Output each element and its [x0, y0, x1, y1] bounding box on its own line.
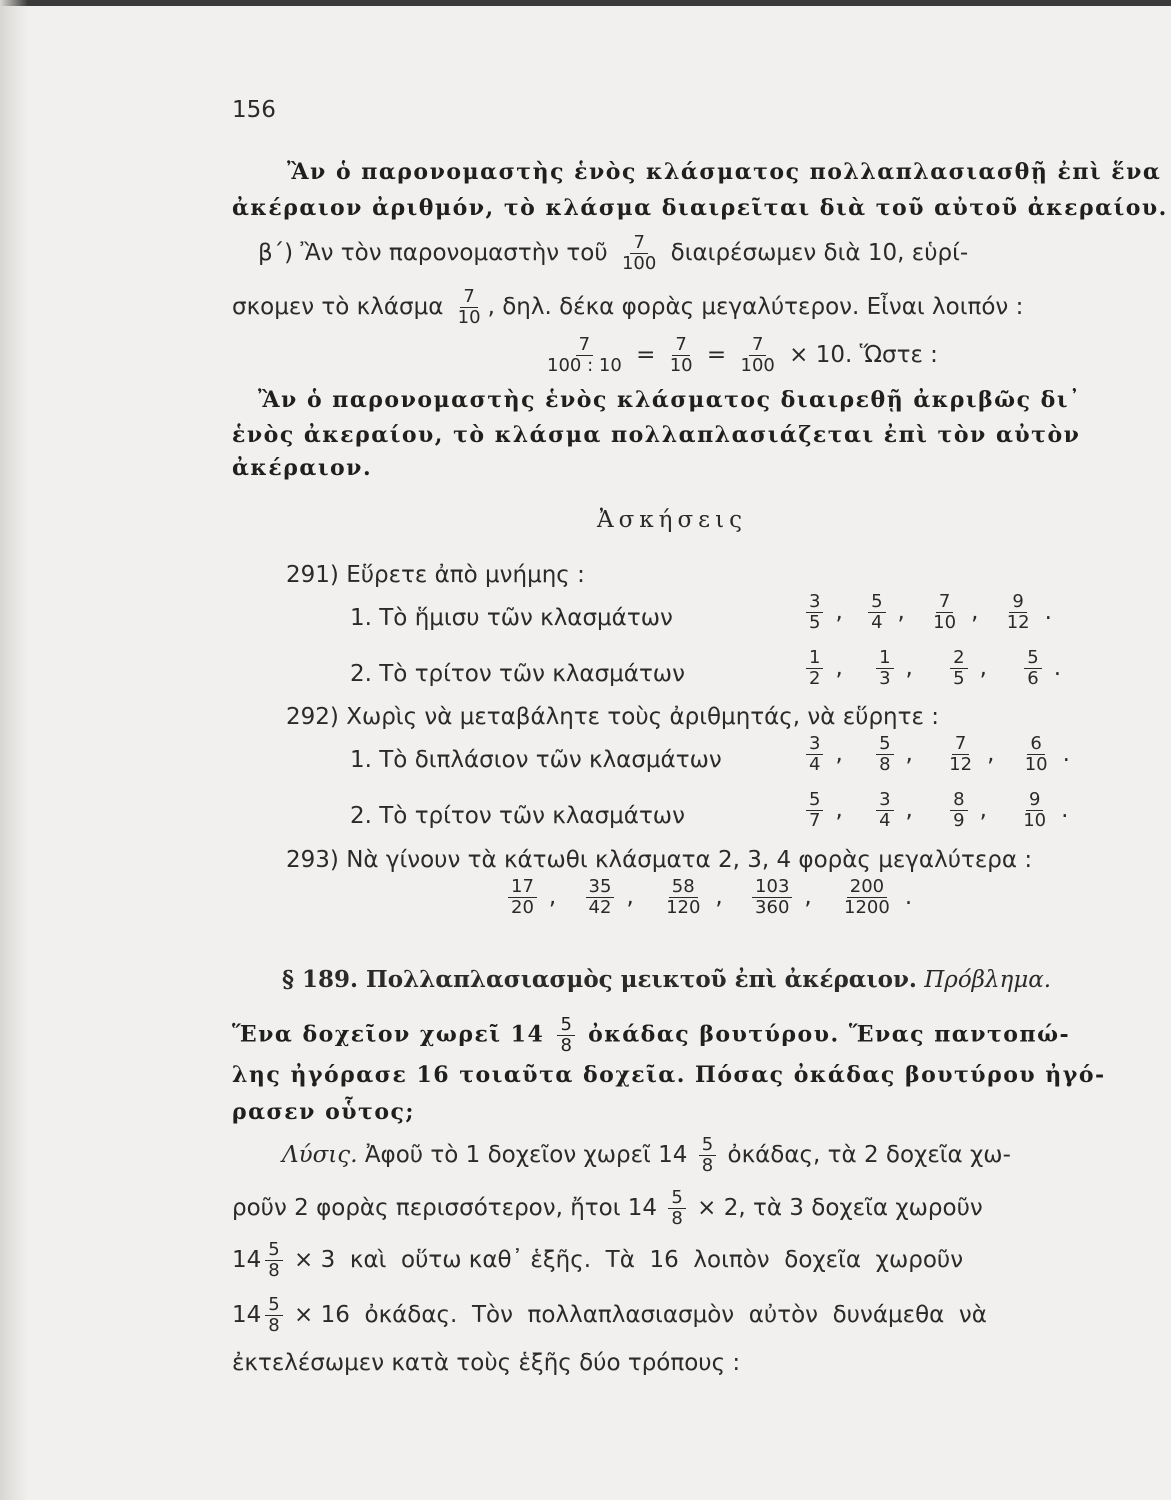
ex291-heading: [286, 560, 585, 590]
problem-line1-tail: ὀκάδας βουτύρου. Ἕνας παντοπώ-: [588, 1021, 1071, 1048]
denominator: 120: [666, 897, 701, 918]
ex293-heading: [286, 845, 1032, 875]
ex292-label: 292): [286, 704, 339, 730]
fraction: [455, 287, 484, 328]
denominator: 10: [669, 355, 693, 376]
numerator: 5: [806, 790, 823, 811]
denominator: 9: [953, 810, 965, 831]
denominator: 12: [949, 754, 973, 775]
ex291-item2: 2. Τὸ τρίτον τῶν κλασμάτων: [350, 661, 685, 687]
numerator: 5: [876, 734, 893, 755]
fraction: [876, 790, 893, 831]
fraction: [265, 1240, 282, 1281]
fraction: [950, 790, 967, 831]
equation: [540, 335, 938, 376]
fraction: [586, 877, 615, 918]
denominator: 6: [1027, 668, 1039, 689]
fraction: [1020, 790, 1049, 831]
ex293-label: 293): [286, 847, 339, 873]
ex291-item2-fractions: [806, 648, 1061, 689]
part-b-line2-lead: σκομεν τὸ κλάσμα: [232, 294, 444, 320]
numerator: 1: [876, 648, 893, 669]
problem-label: Πρόβλημα.: [924, 967, 1052, 993]
solution-line3-tail: × 3 καὶ οὕτω καθ᾽ ἑξῆς. Τὰ 16 λοιπὸν δοχεῖα χωροῦν: [294, 1247, 964, 1273]
numerator: 8: [950, 790, 967, 811]
denominator: 2: [809, 668, 821, 689]
punctuation: ,: [905, 655, 913, 681]
punctuation: ,: [897, 599, 905, 625]
numerator: 5: [557, 1015, 574, 1036]
numerator: 7: [749, 335, 766, 356]
fraction: [1022, 734, 1051, 775]
problem-line3: ρασεν οὗτος;: [232, 1099, 416, 1125]
equation-tail: Ὥστε :: [859, 342, 938, 368]
punctuation: .: [904, 884, 913, 910]
denominator: 3: [879, 668, 891, 689]
fraction: [699, 1135, 716, 1176]
solution-line3-lead: 14: [232, 1247, 262, 1273]
denominator: 5: [809, 612, 821, 633]
numerator: 9: [1026, 790, 1043, 811]
exercises-title: Ἀσκήσεις: [597, 507, 747, 533]
punctuation: ,: [971, 599, 979, 625]
denominator: 10: [1024, 754, 1048, 775]
denominator: 7: [809, 810, 821, 831]
rule2-line2: ἑνὸς ἀκεραίου, τὸ κλάσμα πολλαπλασιάζεται ἐπὶ τὸν αὐτὸν: [232, 422, 1081, 448]
solution-line1-lead: Ἀφοῦ τὸ 1 δοχεῖον χωρεῖ 14: [364, 1142, 688, 1168]
punctuation: ,: [804, 884, 812, 910]
fraction: [668, 1188, 685, 1229]
denominator: 8: [268, 1260, 280, 1281]
punctuation: ,: [626, 884, 634, 910]
section-189-heading: [282, 965, 1051, 995]
fraction: [663, 877, 703, 918]
numerator: 200: [847, 877, 887, 898]
section-heading: § 189. Πολλαπλασιασμὸς μεικτοῦ ἐπὶ ἀκέραιον.: [282, 966, 917, 993]
numerator: 3: [806, 592, 823, 613]
numerator: 7: [576, 335, 593, 356]
denominator: 1200: [844, 897, 890, 918]
rule1-line1: Ἂν ὁ παρονομαστὴς ἑνὸς κλάσματος πολλαπλασιασθῇ ἐπὶ ἕνα: [287, 159, 1162, 185]
part-b-line1: [258, 233, 968, 274]
equals-sign: =: [636, 342, 656, 368]
numerator: 7: [630, 233, 647, 254]
page-number: 156: [232, 97, 276, 123]
denominator: 10: [933, 612, 957, 633]
punctuation: .: [1044, 599, 1052, 625]
denominator: 360: [755, 897, 790, 918]
solution-line1: [282, 1135, 1011, 1176]
numerator: 9: [1009, 592, 1026, 613]
fraction: [876, 734, 893, 775]
solution-line3: [232, 1240, 963, 1281]
ex292-item2-fractions: [806, 790, 1068, 831]
punctuation: ,: [548, 884, 557, 910]
fraction: [806, 592, 823, 633]
denominator: 42: [588, 897, 612, 918]
punctuation: .: [1053, 655, 1061, 681]
fraction: [868, 592, 885, 633]
fraction: [619, 233, 659, 274]
ex291-item1-fractions: [806, 592, 1052, 633]
denominator: 10: [1023, 810, 1047, 831]
fraction: [738, 335, 778, 376]
punctuation: ,: [835, 599, 843, 625]
denominator: 4: [879, 810, 891, 831]
solution-label: Λύσις.: [282, 1142, 358, 1168]
denominator: 5: [953, 668, 965, 689]
ex292-text: Χωρὶς νὰ μεταβάλητε τοὺς ἀριθμητάς, νὰ εὕρητε :: [346, 704, 939, 730]
numerator: 5: [668, 1188, 685, 1209]
numerator: 2: [950, 648, 967, 669]
numerator: 5: [1024, 648, 1041, 669]
rule2-line3: ἀκέραιον.: [232, 455, 373, 481]
fraction: [1004, 592, 1033, 633]
solution-line2-tail: × 2, τὰ 3 δοχεῖα χωροῦν: [697, 1195, 983, 1221]
punctuation: .: [1061, 797, 1069, 823]
solution-line5: ἐκτελέσωμεν κατὰ τοὺς ἑξῆς δύο τρόπους :: [232, 1350, 741, 1376]
solution-line1-tail: ὀκάδας, τὰ 2 δοχεῖα χω-: [727, 1142, 1011, 1168]
denominator: 12: [1006, 612, 1030, 633]
punctuation: ,: [835, 655, 843, 681]
numerator: 7: [672, 335, 689, 356]
fraction: [667, 335, 696, 376]
denominator: 100: [621, 253, 657, 274]
ex292-heading: [286, 702, 939, 732]
numerator: 58: [669, 877, 698, 898]
fraction: [1024, 648, 1041, 689]
numerator: 103: [752, 877, 792, 898]
part-b-tail: διαιρέσωμεν διὰ 10, εὑρί-: [670, 240, 969, 266]
ex291-item1: 1. Τὸ ἥμισυ τῶν κλασμάτων: [350, 605, 673, 631]
denominator: 8: [879, 754, 891, 775]
part-b-line2-tail: , δηλ. δέκα φορὰς μεγαλύτερον. Εἶναι λοιπόν :: [487, 294, 1024, 320]
ex293-fractions: [508, 877, 912, 918]
fraction: [806, 790, 823, 831]
numerator: 17: [508, 877, 537, 898]
fraction: [752, 877, 792, 918]
fraction: [876, 648, 893, 689]
numerator: 5: [265, 1295, 282, 1316]
numerator: 5: [868, 592, 885, 613]
punctuation: ,: [905, 797, 913, 823]
denominator: 100 : 10: [547, 355, 622, 376]
equals-sign: =: [706, 342, 727, 368]
numerator: 7: [936, 592, 953, 613]
denominator: 4: [871, 612, 883, 633]
rule2-line1: Ἂν ὁ παρονομαστὴς ἑνὸς κλάσματος διαιρεθῇ ἀκριβῶς δι᾽: [258, 387, 1082, 413]
fraction: [806, 648, 823, 689]
denominator: 8: [560, 1035, 572, 1056]
denominator: 20: [511, 897, 534, 918]
fraction: [841, 877, 893, 918]
denominator: 10: [457, 307, 481, 328]
solution-line4-lead: 14: [232, 1302, 262, 1328]
punctuation: ,: [979, 655, 987, 681]
denominator: 100: [740, 355, 775, 376]
problem-line1-lead: Ἕνα δοχεῖον χωρεῖ 14: [232, 1021, 545, 1048]
punctuation: ,: [715, 884, 723, 910]
ex292-item1: 1. Τὸ διπλάσιον τῶν κλασμάτων: [350, 747, 722, 773]
numerator: 7: [460, 287, 477, 308]
denominator: 4: [809, 754, 821, 775]
fraction: [806, 734, 823, 775]
numerator: 3: [806, 734, 823, 755]
fraction: [946, 734, 975, 775]
fraction: [557, 1015, 574, 1056]
numerator: 1: [806, 648, 823, 669]
ex293-text: Νὰ γίνουν τὰ κάτωθι κλάσματα 2, 3, 4 φορὰς μεγαλύτερα :: [346, 847, 1033, 873]
numerator: 6: [1027, 734, 1044, 755]
punctuation: .: [1062, 741, 1070, 767]
scan-top-edge: [0, 0, 1171, 6]
problem-line1: [232, 1015, 1070, 1056]
part-b-lead: β΄) Ἂν τὸν παρονομαστὴν τοῦ: [258, 240, 608, 266]
scan-left-shadow: [0, 0, 28, 1500]
problem-line2: λης ἠγόρασε 16 τοιαῦτα δοχεῖα. Πόσας ὀκάδας βουτύρου ἠγό-: [232, 1062, 1106, 1088]
ex292-item1-fractions: [806, 734, 1070, 775]
times-ten: × 10.: [789, 342, 853, 368]
fraction: [544, 335, 625, 376]
fraction: [950, 648, 967, 689]
fraction: [265, 1295, 282, 1336]
denominator: 8: [268, 1315, 280, 1336]
fraction: [508, 877, 537, 918]
solution-line4: [232, 1295, 987, 1336]
fraction: [930, 592, 959, 633]
numerator: 7: [952, 734, 969, 755]
ex292-item2: 2. Τὸ τρίτον τῶν κλασμάτων: [350, 803, 685, 829]
denominator: 8: [701, 1155, 714, 1176]
solution-line2-lead: ροῦν 2 φορὰς περισσότερον, ἤτοι 14: [232, 1195, 658, 1221]
denominator: 8: [671, 1208, 683, 1229]
punctuation: ,: [987, 741, 995, 767]
numerator: 5: [699, 1135, 716, 1156]
punctuation: ,: [905, 741, 913, 767]
numerator: 3: [876, 790, 893, 811]
ex291-label: 291): [286, 562, 339, 588]
solution-line2: [232, 1188, 983, 1229]
punctuation: ,: [979, 797, 987, 823]
numerator: 5: [265, 1240, 282, 1261]
part-b-line2: [232, 287, 1023, 328]
rule1-line2: ἀκέραιον ἀριθμόν, τὸ κλάσμα διαιρεῖται διὰ τοῦ αὐτοῦ ἀκεραίου.: [232, 195, 1168, 221]
punctuation: ,: [835, 741, 843, 767]
ex291-text: Εὕρετε ἀπὸ μνήμης :: [346, 562, 585, 588]
numerator: 35: [586, 877, 615, 898]
punctuation: ,: [835, 797, 843, 823]
solution-line4-tail: × 16 ὀκάδας. Τὸν πολλαπλασιασμὸν αὐτὸν δυνάμεθα νὰ: [294, 1302, 987, 1328]
